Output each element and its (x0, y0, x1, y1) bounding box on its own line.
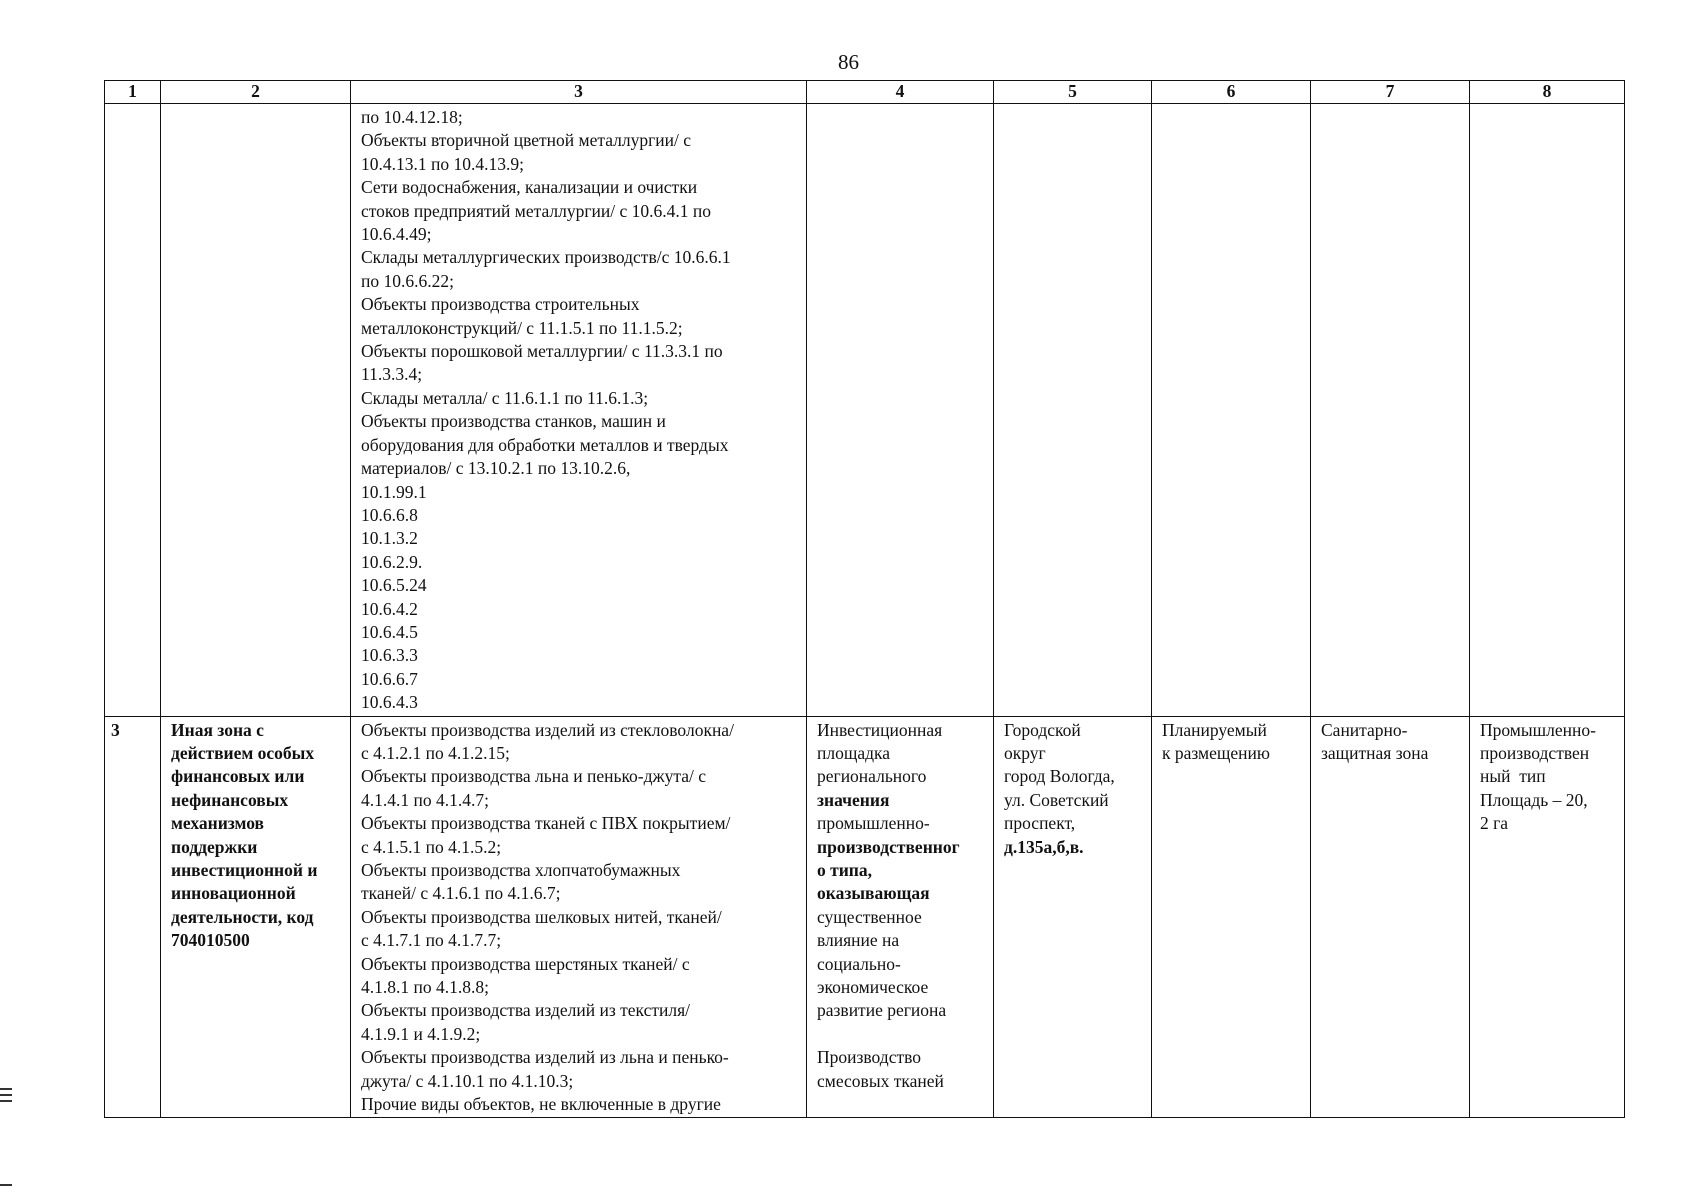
site-description-line: смесовых тканей (817, 1070, 944, 1091)
site-description-line: производственног (817, 836, 960, 857)
area-line: ный тип (1480, 766, 1546, 787)
cell-empty (161, 104, 351, 717)
object-line: Объекты производства изделий из стекловолокна/ (361, 719, 734, 740)
cell-empty (994, 104, 1152, 717)
object-line: 4.1.8.1 по 4.1.8.8; (361, 977, 489, 998)
object-line: 10.4.13.1 по 10.4.13.9; (361, 153, 524, 174)
object-code: 10.1.3.2 (361, 528, 418, 549)
zone-name-line: инновационной (171, 883, 296, 904)
table-row-3 (105, 716, 1625, 1118)
location-line: ул. Советский (1004, 789, 1109, 810)
location-line: округ (1004, 742, 1046, 763)
column-header-4: 4 (807, 81, 994, 104)
zone-name-line: инвестиционной и (171, 860, 318, 880)
object-list-cell (351, 716, 807, 1118)
object-line: Объекты вторичной цветной металлургии/ с (361, 130, 692, 151)
zone-name-line: поддержки (171, 836, 258, 857)
object-line: с 4.1.7.1 по 4.1.7.7; (361, 930, 502, 951)
zone-name-line: деятельности, код (171, 906, 314, 927)
margin-mark (0, 1184, 12, 1186)
object-code: 10.6.4.5 (361, 621, 418, 642)
object-line: Объекты производства тканей с ПВХ покрытием/ (361, 813, 731, 834)
zone-name-line: действием особых (171, 742, 315, 763)
column-header-8: 8 (1470, 81, 1625, 104)
column-header-6: 6 (1152, 81, 1311, 104)
blank-line (817, 1023, 983, 1046)
area-cell (1470, 716, 1625, 1118)
site-description-line: промышленно- (817, 813, 930, 834)
object-code: 10.6.6.7 (361, 668, 418, 689)
column-header-3: 3 (351, 81, 807, 104)
zone-type-line: Санитарно- (1321, 719, 1408, 740)
cell-empty (105, 104, 161, 717)
site-description-line: площадка (817, 742, 890, 763)
zone-type-cell (1311, 716, 1470, 1118)
location-line: Городской (1004, 719, 1081, 740)
site-description-line: Инвестиционная (817, 719, 943, 740)
zone-name-line: нефинансовых (171, 789, 289, 810)
site-description-line: регионального (817, 766, 927, 787)
zone-name-line: механизмов (171, 813, 265, 834)
cell-empty (1152, 104, 1311, 717)
zone-name-line: финансовых или (171, 766, 305, 787)
site-description-line: оказывающая (817, 883, 930, 904)
object-code: 10.6.4.2 (361, 598, 418, 619)
zone-name-line: 704010500 (171, 930, 250, 951)
cell-empty (1311, 104, 1470, 717)
object-line: Прочие виды объектов, не включенные в другие (361, 1094, 721, 1115)
row-number: 3 (105, 716, 161, 1118)
object-line: Объекты производства шелковых нитей, тканей/ (361, 906, 722, 927)
area-line: Промышленно- (1480, 719, 1596, 740)
object-line: Объекты производства строительных (361, 294, 640, 315)
zone-name-line: Иная зона с (171, 719, 264, 740)
object-list-cell (351, 104, 807, 717)
object-code: 10.6.5.24 (361, 575, 427, 596)
object-line: Объекты производства изделий из текстиля/ (361, 1000, 691, 1021)
zones-table (104, 80, 1625, 1118)
site-description-line: влияние на (817, 930, 900, 951)
object-line: 11.3.3.4; (361, 364, 423, 385)
object-line: Объекты производства шерстяных тканей/ с (361, 953, 690, 974)
object-line: с 4.1.5.1 по 4.1.5.2; (361, 836, 502, 857)
page-number: 86 (838, 50, 859, 74)
object-line: 10.6.4.49; (361, 224, 432, 245)
site-description-cell (807, 716, 994, 1118)
site-description-line: социально- (817, 953, 901, 974)
column-number-row (105, 81, 1625, 104)
table-row-continued (105, 104, 1625, 717)
status-cell (1152, 716, 1311, 1118)
object-line: Объекты производства изделий из льна и пенько- (361, 1047, 729, 1068)
status-line: Планируемый (1162, 719, 1267, 740)
location-line: город Вологда, (1004, 766, 1115, 787)
column-header-5: 5 (994, 81, 1152, 104)
object-line: стоков предприятий металлургии/ с 10.6.4.1 по (361, 200, 712, 221)
cell-empty (807, 104, 994, 717)
site-description-line: существенное (817, 906, 922, 927)
object-code: 10.6.6.8 (361, 504, 418, 525)
object-code: 10.6.4.3 (361, 692, 418, 713)
object-line: Склады металлургических производств/с 10.6.6.1 (361, 247, 731, 268)
site-description-line: Производство (817, 1047, 922, 1068)
margin-mark (0, 1100, 12, 1102)
location-cell (994, 716, 1152, 1118)
area-line: производствен (1480, 742, 1590, 763)
margin-mark (0, 1094, 12, 1096)
object-line: Объекты производства хлопчатобумажных (361, 860, 681, 880)
location-line: д.135а,б,в. (1004, 836, 1084, 857)
site-description-line: развитие региона (817, 1000, 947, 1021)
site-description-line: значения (817, 789, 890, 810)
object-line: по 10.6.6.22; (361, 270, 454, 291)
object-line: тканей/ с 4.1.6.1 по 4.1.6.7; (361, 883, 561, 904)
zone-name-cell (161, 716, 351, 1118)
object-line: Склады металла/ с 11.6.1.1 по 11.6.1.3; (361, 387, 649, 408)
zone-type-line: защитная зона (1321, 742, 1429, 763)
margin-mark (0, 1088, 12, 1090)
object-line: Сети водоснабжения, канализации и очистки (361, 177, 698, 198)
object-line: Объекты производства станков, машин и (361, 411, 666, 432)
object-line: оборудования для обработки металлов и твердых (361, 434, 729, 455)
object-line: по 10.4.12.18; (361, 107, 463, 127)
site-description-line: экономическое (817, 977, 929, 998)
cell-empty (1470, 104, 1625, 717)
column-header-2: 2 (161, 81, 351, 104)
object-line: джута/ с 4.1.10.1 по 4.1.10.3; (361, 1070, 574, 1091)
object-code: 10.6.3.3 (361, 645, 418, 666)
object-line: с 4.1.2.1 по 4.1.2.15; (361, 742, 510, 763)
object-line: Объекты порошковой металлургии/ с 11.3.3.1 по (361, 341, 723, 362)
object-line: Объекты производства льна и пенько-джута/ с (361, 766, 707, 787)
object-code: 10.6.2.9. (361, 551, 423, 572)
object-code: 10.1.99.1 (361, 481, 427, 502)
object-line: 4.1.9.1 и 4.1.9.2; (361, 1023, 481, 1044)
status-line: к размещению (1162, 742, 1270, 763)
object-line: материалов/ с 13.10.2.1 по 13.10.2.6, (361, 458, 631, 479)
location-line: проспект, (1004, 813, 1076, 834)
area-line: Площадь – 20, (1480, 789, 1588, 810)
object-line: 4.1.4.1 по 4.1.4.7; (361, 789, 489, 810)
column-header-7: 7 (1311, 81, 1470, 104)
area-line: 2 га (1480, 813, 1509, 834)
site-description-line: о типа, (817, 860, 873, 880)
object-line: металлоконструкций/ с 11.1.5.1 по 11.1.5.2; (361, 317, 683, 338)
column-header-1: 1 (105, 81, 161, 104)
